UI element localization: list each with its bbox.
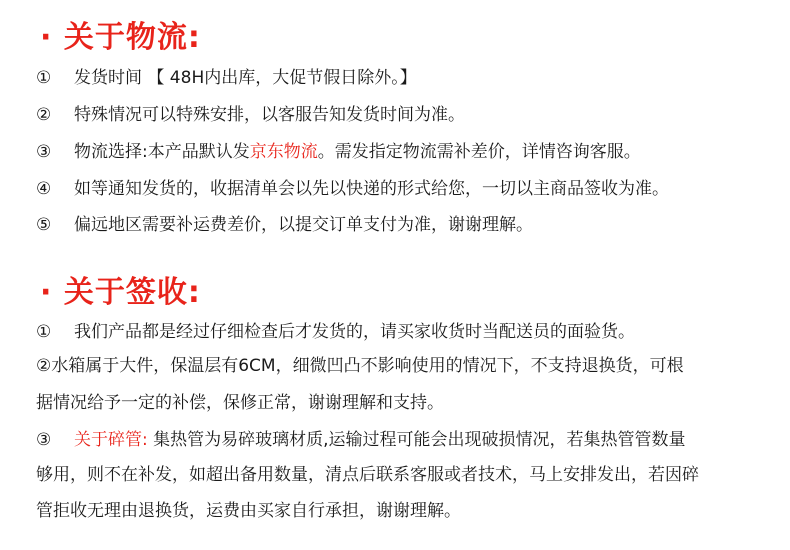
item-text: 偏远地区需要补运费差价，以提交订单支付为准，谢谢理解。 [74,215,533,235]
receipt-item-2-line-1: ②水箱属于大件，保温层有6CM，细微凹凸不影响使用的情况下，不支持退换货，可根 [36,356,684,376]
logistics-title: · 关于物流: [40,20,201,55]
receipt-item-1 [36,320,635,344]
receipt-title: · 关于签收: [40,275,201,310]
item-number: ② [36,105,52,125]
item-text: 。需发指定物流需补差价，详情咨询客服。 [317,142,641,162]
item-text: 物流选择:本产品默认发 [74,142,250,162]
item-number: ③ [36,142,52,162]
receipt-item-2-line-2: 据情况给予一定的补偿，保修正常，谢谢理解和支持。 [36,393,444,413]
item-text: 我们产品都是经过仔细检查后才发货的，请买家收货时当配送员的面验货。 [74,322,635,342]
jd-logistics-highlight: 京东物流 [249,142,318,162]
logistics-item-4 [36,177,669,201]
logistics-item-2 [36,103,465,127]
logistics-item-3 [36,140,641,164]
item-number: ⑤ [36,215,52,235]
logistics-item-1 [36,66,417,90]
receipt-item-3-line-1 [36,428,686,452]
receipt-item-3-line-2: 够用，则不在补发，如超出备用数量，清点后联系客服或者技术，马上安排发出，若因碎 [36,465,699,485]
broken-tube-label: 关于碎管: [74,430,148,450]
item-text: 如等通知发货的，收据清单会以先以快递的形式给您，一切以主商品签收为准。 [74,179,669,199]
item-number: ① [36,322,52,342]
logistics-item-5 [36,213,533,237]
item-text: 集热管为易碎玻璃材质,运输过程可能会出现破损情况，若集热管管数量 [153,430,686,450]
item-number: ① [36,68,52,88]
receipt-item-3-line-3: 管拒收无理由退换货，运费由买家自行承担，谢谢理解。 [36,501,461,521]
item-text: 特殊情况可以特殊安排，以客服告知发货时间为准。 [74,105,465,125]
item-number: ③ [36,430,52,450]
item-number: ④ [36,179,52,199]
item-text: 发货时间 【 48H内出库，大促节假日除外。】 [74,68,417,88]
